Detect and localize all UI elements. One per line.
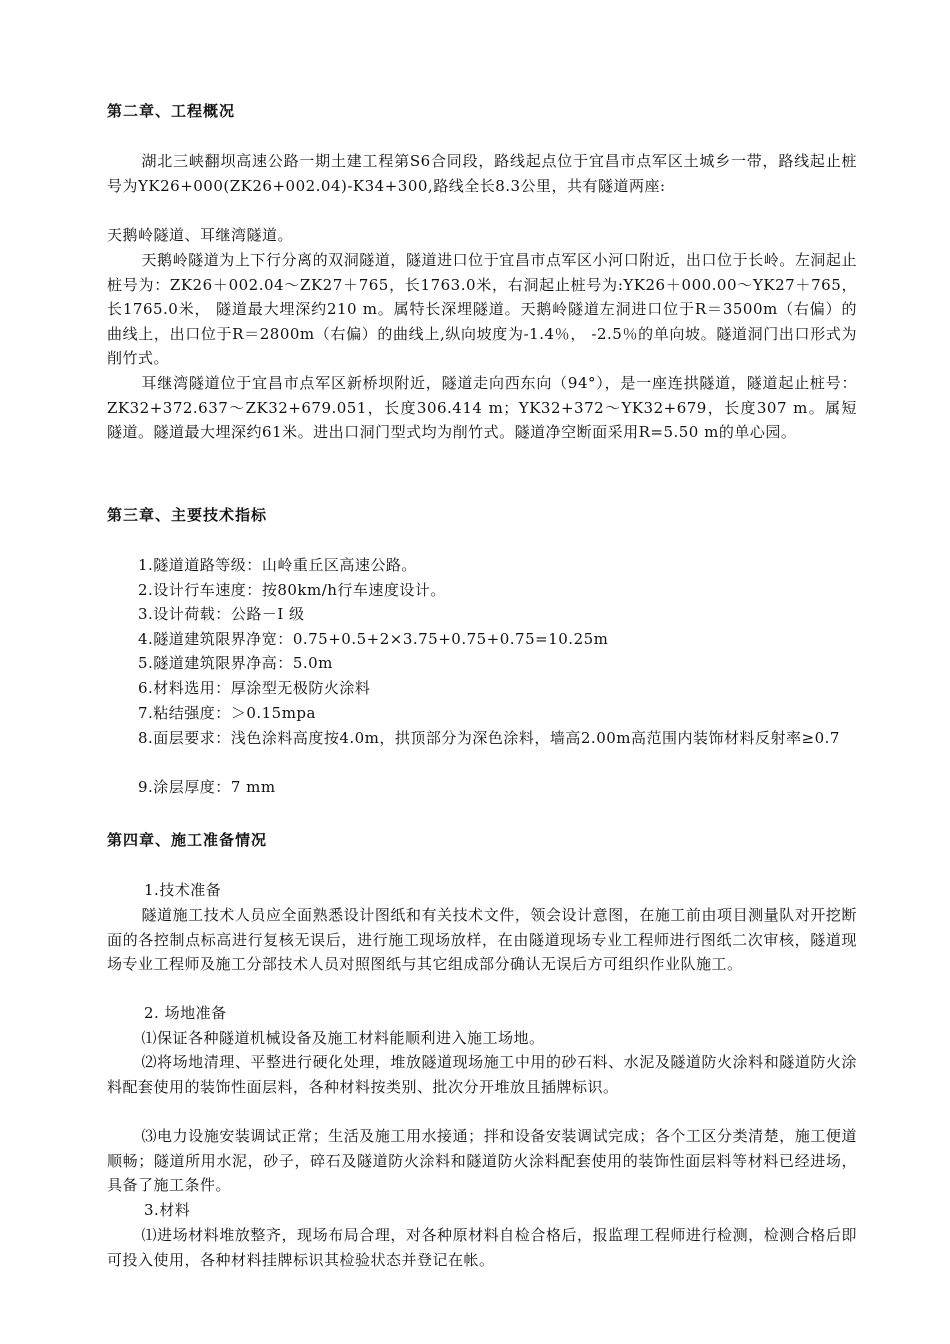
- spec-value: 厚涂型无极防火涂料: [230, 679, 371, 697]
- spec-item: [138, 578, 873, 603]
- spec-label: 1.隧道道路等级：: [138, 556, 262, 574]
- chapter-3-heading: 第三章、主要技术指标: [107, 506, 268, 524]
- spec-value: 按80km/h行车速度设计。: [261, 581, 446, 599]
- spec-label: 2.设计行车速度：: [138, 581, 262, 599]
- spec-item: [138, 651, 873, 676]
- chapter-2-paragraph-2: 天鹅岭隧道、耳继湾隧道。: [107, 226, 294, 244]
- spec-item: [138, 627, 873, 652]
- spec-value: 0.75+0.5+2×3.75+0.75+0.75=10.25m: [292, 630, 609, 648]
- spec-value: 7 mm: [230, 778, 276, 796]
- chapter-2-heading: 第二章、工程概况: [107, 102, 236, 120]
- section-title-technical: 1.技术准备: [144, 881, 222, 899]
- chapter-4-heading: 第四章、施工准备情况: [107, 831, 268, 849]
- spec-label: 5.隧道建筑限界净高：: [138, 654, 293, 672]
- site-paragraph-3: ⑶电力设施安装调试正常；生活及施工用水接通；拌和设备安装调试完成；各个工区分类清楚，施工便道顺畅；隧道所用水泥，砂子，碎石及隧道防火涂料和隧道防火涂料配套使用的装饰性面层料等材料已经进场，具备了施工条件。: [107, 1127, 857, 1195]
- spec-value: 山岭重丘区高速公路。: [261, 556, 417, 574]
- spec-item: [138, 676, 873, 701]
- section-title-site: 2. 场地准备: [144, 1004, 227, 1022]
- spec-label: 7.粘结强度：: [138, 704, 231, 722]
- spec-label: 9.涂层厚度：: [138, 778, 231, 796]
- spec-value: ＞0.15mpa: [230, 704, 316, 722]
- materials-paragraph-1: ⑴进场材料堆放整齐，现场布局合理，对各种原材料自检合格后，报监理工程师进行检测，检测合格后即可投入使用，各种材料挂牌标识其检验状态并登记在帐。: [107, 1226, 857, 1269]
- chapter-2-paragraph-4: 耳继湾隧道位于宜昌市点军区新桥坝附近，隧道走向西东向（94°），是一座连拱隧道，隧道起止桩号：ZK32+372.637～ZK32+679.051，长度306.414 m；YK32+372～YK32+679，长度307 m。属短隧道。隧道最大埋深约61米。进出口洞门型式均为削竹式。隧道净空断面采用R=5.50 m的单心园。: [107, 374, 857, 442]
- section-title-materials: 3.材料: [144, 1201, 191, 1219]
- spec-value: 浅色涂料高度按4.0m，拱顶部分为深色涂料，墙高2.00m高范围内装饰材料反射率≥0.7: [230, 729, 840, 747]
- spec-item: [138, 553, 873, 578]
- spec-item: [138, 701, 873, 726]
- spec-label: 8.面层要求：: [138, 729, 231, 747]
- chapter-2-paragraph-1: 湖北三峡翻坝高速公路一期土建工程第S6合同段，路线起点位于宜昌市点军区土城乡一带，路线起止桩号为YK26+000(ZK26+002.04)-K34+300,路线全长8.3公里，共有隧道两座:: [107, 152, 857, 195]
- site-paragraph-1: ⑴保证各种隧道机械设备及施工材料能顺利进入施工场地。: [141, 1029, 545, 1047]
- spec-item: [138, 726, 873, 751]
- spec-value: 5.0m: [292, 654, 333, 672]
- site-paragraph-2: ⑵将场地清理、平整进行硬化处理，堆放隧道现场施工中用的砂石料、水泥及隧道防火涂料和隧道防火涂料配套使用的装饰性面层料，各种材料按类别、批次分开堆放且插牌标识。: [107, 1053, 857, 1096]
- spec-label: 6.材料选用：: [138, 679, 231, 697]
- spec-label: 4.隧道建筑限界净宽：: [138, 630, 293, 648]
- technical-paragraph: 隧道施工技术人员应全面熟悉设计图纸和有关技术文件，领会设计意图，在施工前由项目测量队对开挖断面的各控制点标高进行复核无误后，进行施工现场放样，在由隧道现场专业工程师进行图纸二次审核，隧道现场专业工程师及施工分部技术人员对照图纸与其它组成部分确认无误后方可组织作业队施工。: [107, 906, 857, 974]
- spec-value: 公路－Ⅰ 级: [230, 605, 305, 623]
- spec-item: [138, 602, 873, 627]
- spec-label: 3.设计荷载：: [138, 605, 231, 623]
- spec-item: [138, 775, 873, 800]
- chapter-2-paragraph-3: 天鹅岭隧道为上下行分离的双洞隧道，隧道进口位于宜昌市点军区小河口附近，出口位于长岭。左洞起止桩号为：ZK26＋002.04～ZK27＋765，长1763.0米，右洞起止桩号为:YK26＋000.00～YK27＋765，长1765.0米， 隧道最大埋深约210 m。属特长深埋隧道。天鹅岭隧道左洞进口位于R＝3500m（右偏）的曲线上，出口位于R＝2800m（右偏）的曲线上,纵向坡度为-1.4％， -2.5％的单向坡。隧道洞门出口形式为削竹式。: [107, 251, 857, 368]
